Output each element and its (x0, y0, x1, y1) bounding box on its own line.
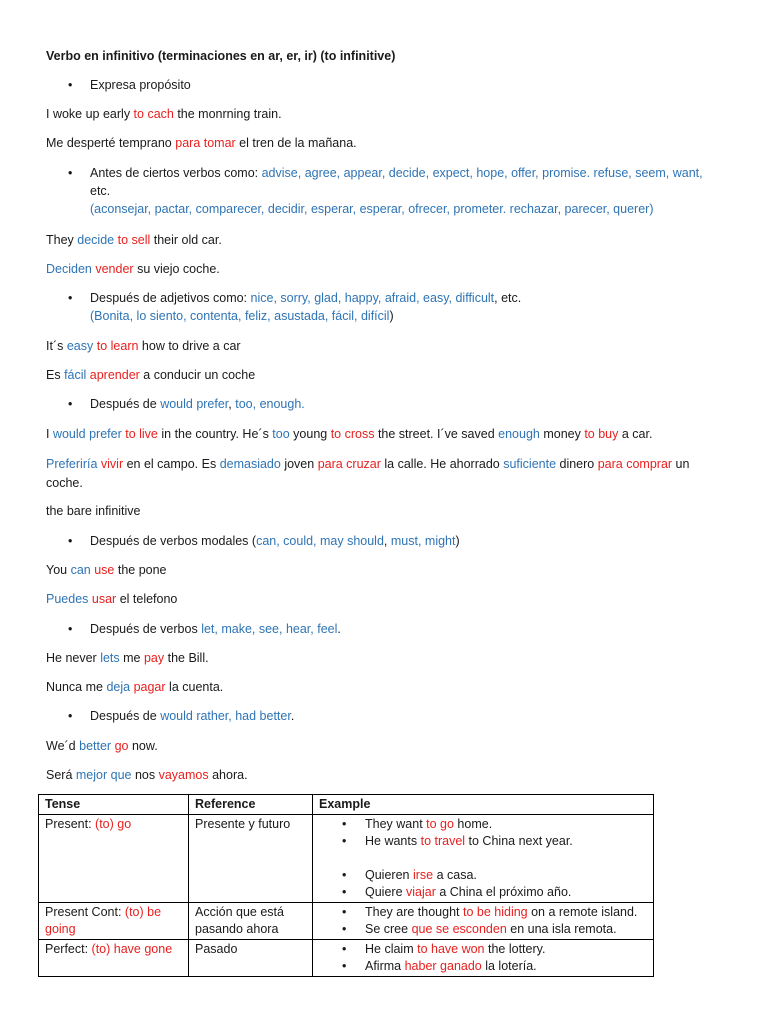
bullet-dot-icon: • (342, 959, 347, 973)
example-item: • He wants to travel to China next year. (342, 834, 573, 848)
example-en-4: I would prefer to live in the country. He´s too young to cross the street. I´ve saved enough money to buy a car. (46, 427, 653, 441)
table-row (39, 815, 654, 903)
example-es-4: Preferiría vivir en el campo. Es demasiado joven para cruzar la calle. He ahorrado suficiente dinero para comprar un coche. (46, 457, 690, 490)
table-row (39, 940, 654, 977)
bullet-modal-verbs: • Después de verbos modales (can, could, may should, must, might) (68, 534, 460, 548)
example-es-7: Será mejor que nos vayamos ahora. (46, 768, 248, 782)
example-item: • Quiere viajar a China el próximo año. (342, 885, 572, 899)
example-en-5: You can use the pone (46, 563, 167, 577)
bullet-dot-icon: • (342, 905, 347, 919)
table-row (39, 903, 654, 940)
table-header-row (39, 795, 654, 815)
bullet-would-prefer: • Después de would prefer, too, enough. (68, 397, 305, 411)
example-cell (313, 903, 654, 940)
reference-cell: Presente y futuro (189, 815, 313, 903)
bullet-dot-icon: • (342, 817, 347, 831)
example-en-2: They decide to sell their old car. (46, 233, 222, 247)
bullet-dot-icon: • (342, 942, 347, 956)
reference-cell: Pasado (189, 940, 313, 977)
tense-cell: Present Cont: (to) be going (39, 903, 189, 940)
tense-cell: Present: (to) go (39, 815, 189, 903)
bullet-dot-icon: • (342, 885, 347, 899)
bullet-would-rather: • Después de would rather, had better. (68, 709, 295, 723)
tense-cell: Perfect: (to) have gone (39, 940, 189, 977)
header-example: Example (313, 795, 654, 815)
bullet-perception-verbs: • Después de verbos let, make, see, hear, feel. (68, 622, 341, 636)
section-bare-infinitive: the bare infinitive (46, 504, 141, 518)
example-item: • Quieren irse a casa. (342, 868, 477, 882)
example-item: • They want to go home. (342, 817, 493, 831)
example-es-2: Deciden vender su viejo coche. (46, 262, 220, 276)
bullet-certain-verbs: • Antes de ciertos verbos como: advise, agree, appear, decide, expect, hope, offer, promise. refuse, seem, want, etc. (aconsejar, pactar, comparecer, decidir, esperar, esperar, ofrecer, prometer. rechazar, parecer, querer) (68, 166, 703, 216)
example-en-3: It´s easy to learn how to drive a car (46, 339, 241, 353)
example-es-1: Me desperté temprano para tomar el tren de la mañana. (46, 136, 357, 150)
example-en-6: He never lets me pay the Bill. (46, 651, 209, 665)
example-item: • Afirma haber ganado la lotería. (342, 959, 537, 973)
bullet-dot-icon: • (342, 868, 347, 882)
example-item: • They are thought to be hiding on a remote island. (342, 905, 638, 919)
header-reference: Reference (189, 795, 313, 815)
page-heading: Verbo en infinitivo (terminaciones en ar, er, ir) (to infinitive) (46, 49, 396, 63)
reference-cell: Acción que está pasando ahora (189, 903, 313, 940)
bullet-dot-icon: • (342, 834, 347, 848)
bullet-dot-icon: • (342, 922, 347, 936)
example-item: • Se cree que se esconden en una isla remota. (342, 922, 617, 936)
example-cell (313, 940, 654, 977)
bullet-purpose: • Expresa propósito (68, 78, 191, 92)
bullet-dot-icon: • (68, 78, 73, 92)
example-item: • He claim to have won the lottery. (342, 942, 546, 956)
bullet-dot-icon: • (68, 291, 73, 305)
bullet-dot-icon: • (68, 534, 73, 548)
header-tense: Tense (39, 795, 189, 815)
bullet-dot-icon: • (68, 166, 73, 180)
tense-table (38, 794, 654, 977)
bullet-dot-icon: • (68, 622, 73, 636)
example-es-6: Nunca me deja pagar la cuenta. (46, 680, 224, 694)
example-es-3: Es fácil aprender a conducir un coche (46, 368, 256, 382)
example-cell (313, 815, 654, 903)
bullet-adjectives: • Después de adjetivos como: nice, sorry, glad, happy, afraid, easy, difficult, etc. (Bonita, lo siento, contenta, feliz, asustada, fácil, difícil) (68, 291, 522, 323)
bullet-dot-icon: • (68, 397, 73, 411)
bullet-dot-icon: • (68, 709, 73, 723)
example-es-5: Puedes usar el telefono (46, 592, 178, 606)
example-en-1: I woke up early to cach the monrning train. (46, 107, 282, 121)
example-en-7: We´d better go now. (46, 739, 158, 753)
